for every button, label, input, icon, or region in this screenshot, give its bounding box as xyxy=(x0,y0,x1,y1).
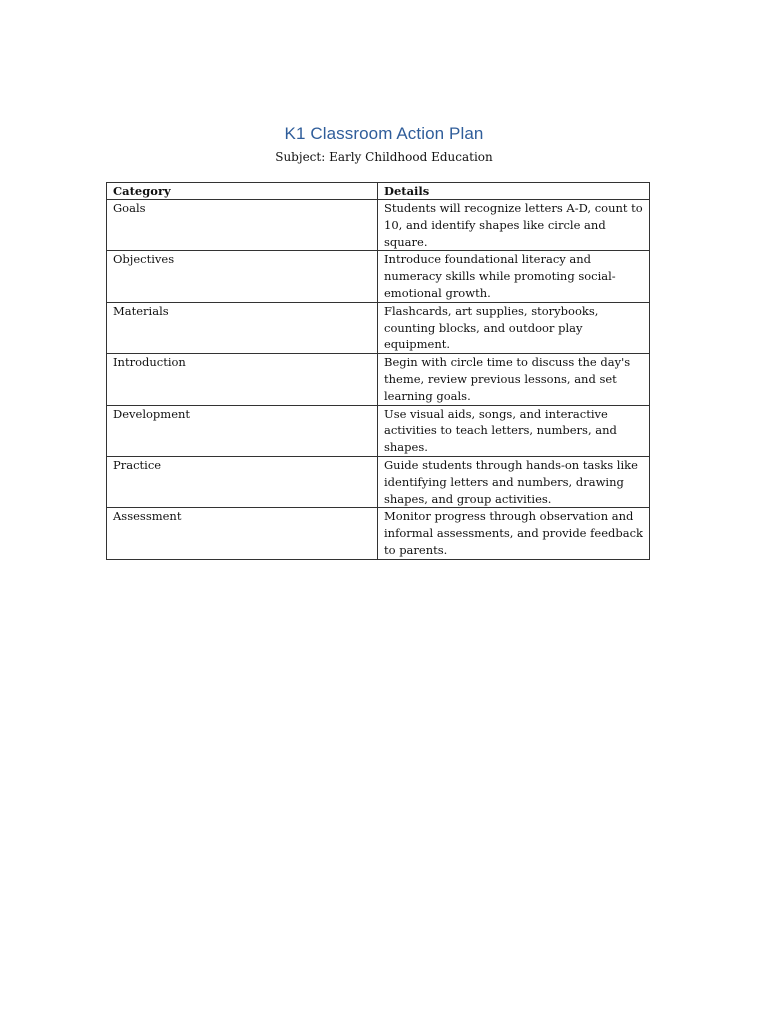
table-row xyxy=(107,508,650,559)
category-cell: Assessment xyxy=(107,508,378,559)
details-cell: Flashcards, art supplies, storybooks, counting blocks, and outdoor play equipment. xyxy=(378,302,650,353)
category-cell: Introduction xyxy=(107,354,378,405)
table-row xyxy=(107,354,650,405)
page-title: K1 Classroom Action Plan xyxy=(284,124,484,143)
column-header-details: Details xyxy=(378,183,650,200)
category-cell: Development xyxy=(107,405,378,456)
details-cell: Guide students through hands-on tasks like identifying letters and numbers, drawing shapes, and group activities. xyxy=(378,456,650,507)
table-row xyxy=(107,200,650,251)
table-row xyxy=(107,456,650,507)
category-cell: Materials xyxy=(107,302,378,353)
details-cell: Use visual aids, songs, and interactive activities to teach letters, numbers, and shapes. xyxy=(378,405,650,456)
details-cell: Students will recognize letters A-D, count to 10, and identify shapes like circle and square. xyxy=(378,200,650,251)
table-row xyxy=(107,251,650,302)
details-cell: Introduce foundational literacy and numeracy skills while promoting social-emotional growth. xyxy=(378,251,650,302)
details-cell: Begin with circle time to discuss the day's theme, review previous lessons, and set learning goals. xyxy=(378,354,650,405)
action-plan-table xyxy=(106,182,650,560)
column-header-category: Category xyxy=(107,183,378,200)
category-cell: Goals xyxy=(107,200,378,251)
category-cell: Objectives xyxy=(107,251,378,302)
page-subtitle: Subject: Early Childhood Education xyxy=(275,150,493,164)
details-cell: Monitor progress through observation and informal assessments, and provide feedback to parents. xyxy=(378,508,650,559)
table-row xyxy=(107,302,650,353)
table-header-row xyxy=(107,183,650,200)
table-row xyxy=(107,405,650,456)
category-cell: Practice xyxy=(107,456,378,507)
